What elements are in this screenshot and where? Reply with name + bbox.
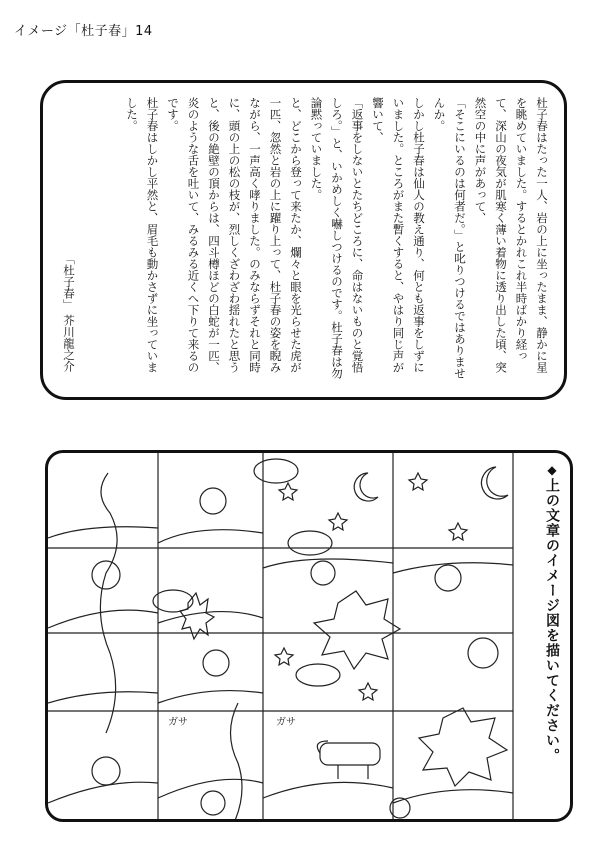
rock-outline (158, 779, 263, 798)
character-head (311, 561, 335, 585)
character-head (200, 488, 226, 514)
star-icon (449, 523, 467, 540)
paragraph: 杜子春はたった一人、岩の上に坐ったまま、静かに星を眺めていました。するとかれこれ半時ばかり経って、深山の夜気が肌寒く薄い着物に透り出した頃、突然空の中に声があって、 (473, 97, 549, 373)
character-head (468, 638, 498, 668)
paragraph: 「そこにいるのは何者だ。」と叱りつけるではありませんか。 (432, 97, 467, 379)
sfx-text: ガサ (276, 717, 296, 728)
passage-text (55, 97, 552, 383)
attribution: 「杜子春」 芥川龍之介 (62, 253, 76, 372)
paragraph: しかし杜子春は仙人の教え通り、何とも返事をしずにいました。ところがまた暫くすると、やはり同じ声が響いて、 (371, 97, 426, 373)
character-head (435, 565, 461, 591)
character-head (203, 650, 229, 676)
instruction-text: 上の文章のイメージ図を描いてください。 (544, 478, 560, 763)
character-head (92, 561, 120, 589)
rock-outline (158, 530, 263, 543)
speech-bubble (296, 664, 340, 686)
drawing-instruction (542, 463, 562, 763)
rock-outline (48, 782, 158, 803)
speech-bubble (254, 459, 298, 483)
snake-body (231, 703, 243, 822)
speech-bubble (288, 531, 332, 555)
diamond-bullet-icon: ◆ (545, 463, 559, 478)
shout-bubble (314, 591, 400, 669)
passage-frame (40, 80, 567, 400)
rock-outline (393, 790, 513, 803)
rock-outline (158, 612, 263, 623)
sfx-text: ガサ (168, 717, 188, 728)
comic-illustration (48, 453, 573, 822)
moon-icon (481, 467, 508, 499)
snake-body (100, 473, 117, 733)
character-head (92, 757, 120, 785)
page-header: イメージ「杜子春」14 (14, 24, 153, 39)
tiger-sketch (317, 741, 368, 779)
rock-outline (263, 559, 393, 568)
star-icon (279, 483, 297, 500)
rock-outline (393, 563, 513, 573)
rock-outline (48, 610, 158, 628)
tiger-sketch (320, 743, 380, 765)
rock-outline (48, 527, 158, 538)
character-head (201, 791, 225, 815)
star-icon (359, 683, 377, 700)
rock-outline (158, 691, 263, 703)
paragraph: 杜子春はしかし平然と、眉毛も動かさずに坐っていました。 (125, 97, 160, 373)
paragraph: と、どこから登って来たか、爛々と眼を光らせた虎が一匹、忽然と岩の上に躍り上って、杜子春の姿を睨みながら、一声高く哮りました。のみならずそれと同時に、頭の上の松の枝が、烈しくざわざわ揺れたと思うと、後の絶壁の頂からは、四斗樽ほどの白蛇が一匹、炎のような舌を吐いて、みるみる近くへ下りて来るのです。 (166, 97, 303, 373)
rock-outline (48, 692, 158, 703)
comic-frame (45, 450, 573, 822)
shout-bubble (419, 708, 507, 786)
star-icon (275, 648, 293, 665)
star-icon (409, 473, 427, 490)
rock-outline (263, 782, 393, 798)
star-icon (329, 513, 347, 530)
paragraph: 「返事をしないとたちどころに、命はないものと覚悟しろ。」と、いかめしく嚇しつけるのです。杜子春は勿論黙っていました。 (309, 97, 365, 379)
moon-icon (354, 473, 378, 501)
